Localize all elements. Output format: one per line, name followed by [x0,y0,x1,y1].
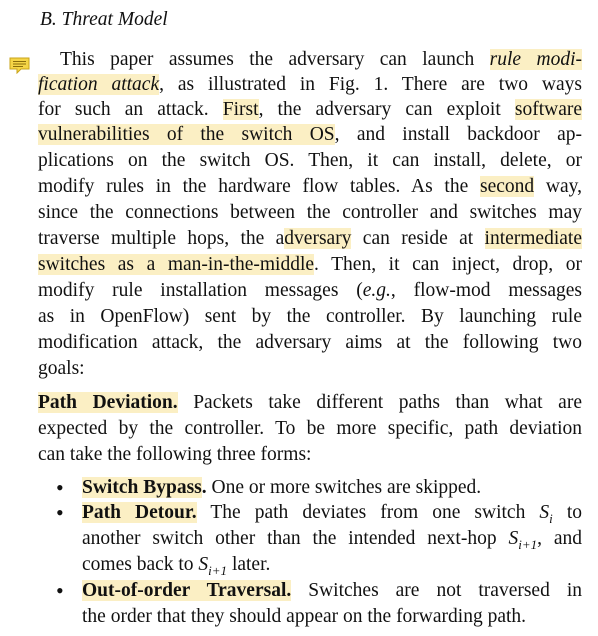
list-item-line: comes back to $S_{i+1}$ later. [82,554,271,578]
highlight: dversary [284,228,352,249]
paragraph-line: goals: [38,358,85,379]
paragraph-line: fication attack, as illustrated in Fig. 1. There are two ways [38,74,582,95]
paragraph-line: switches as a man-in-the-middle. Then, it can inject, drop, or [38,254,582,275]
paragraph-line: Path Deviation. Packets take different paths than what are [38,392,582,413]
paragraph-line: since the connections between the controller and switches may [38,202,582,223]
highlight: vulnerabilities of the switch OS [38,124,335,145]
highlight: rule modi- [489,49,582,70]
sticky-note-icon[interactable] [9,57,30,74]
paragraph-line: as in OpenFlow) sent by the controller. By launching rule [38,306,582,327]
highlight: fication attack [38,74,160,95]
highlight: software [514,99,583,120]
list-item: Path Detour. The path deviates from one switch $S_i$ to [82,502,582,526]
highlight: intermediate [484,228,582,249]
highlight: switches as a man-in-the-middle [38,254,315,275]
list-item: Switch Bypass. One or more switches are skipped. [82,477,482,498]
paragraph-line: modify rule installation messages (e.g., flow-mod messages [38,280,582,301]
paragraph-line: can take the following three forms: [38,444,312,465]
paragraph-line: for such an attack. First, the adversary can exploit software [38,99,583,120]
paragraph-line: expected by the controller. To be more specific, path deviation [38,418,582,439]
highlight: second [480,176,535,197]
bullet-marker: • [56,578,64,603]
paragraph-line: vulnerabilities of the switch OS, and install backdoor ap- [38,124,582,145]
term-path-detour: Path Detour. [82,502,197,523]
paragraph-line: modify rules in the hardware flow tables. As the second way, [38,176,582,197]
term-path-deviation: Path Deviation. [38,392,178,413]
bullet-marker: • [56,475,64,500]
list-item-line: the order that they should appear on the forwarding path. [82,606,527,627]
term-out-of-order-traversal: Out-of-order Traversal. [82,580,292,601]
term-switch-bypass: Switch Bypass [82,477,202,498]
list-item: Out-of-order Traversal. Switches are not traversed in [82,580,582,601]
list-item-line: another switch other than the intended next-hop $S_{i+1}$, and [82,528,583,552]
paragraph-line: plications on the switch OS. Then, it can install, delete, or [38,150,582,171]
highlight: First [222,99,259,120]
paragraph-line: traverse multiple hops, the adversary can reside at intermediate [38,228,582,249]
paragraph-line: modification attack, the adversary aims at the following two [38,332,582,353]
paragraph-line: This paper assumes the adversary can launch rule modi- [60,49,582,70]
section-heading: B. Threat Model [40,9,168,30]
bullet-marker: • [56,500,64,525]
